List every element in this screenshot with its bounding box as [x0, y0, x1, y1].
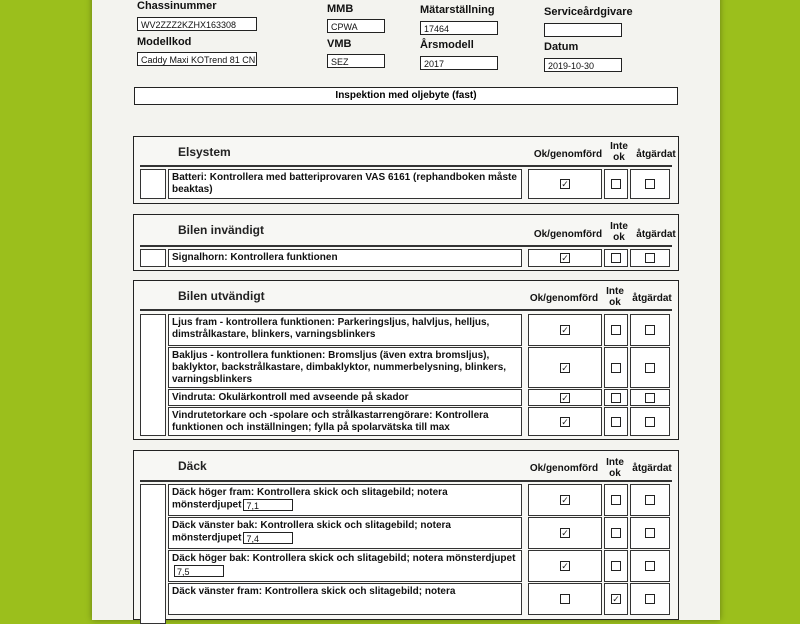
fixed-checkbox[interactable]	[645, 363, 655, 373]
date-label: Datum	[544, 41, 579, 53]
col-ok-header: Ok/genomförd	[533, 149, 603, 160]
ok-checkbox[interactable]: ✓	[561, 362, 569, 373]
table-row	[168, 583, 672, 615]
fixed-checkbox[interactable]	[645, 561, 655, 571]
ok-checkbox[interactable]: ✓	[561, 495, 569, 505]
ok-checkbox[interactable]: ✓	[561, 416, 569, 427]
section-title: Bilen utvändigt	[178, 289, 265, 303]
depth-field[interactable]: 7,5	[174, 565, 224, 577]
not-ok-checkbox[interactable]	[611, 179, 621, 189]
mmb-label: MMB	[327, 3, 354, 15]
table-row	[168, 517, 672, 549]
not-ok-checkbox[interactable]	[611, 325, 621, 335]
fixed-checkbox[interactable]	[645, 253, 655, 263]
year-label: Årsmodell	[420, 39, 474, 51]
ok-checkbox[interactable]: ✓	[561, 179, 569, 189]
odometer-label: Mätarställning	[420, 4, 495, 16]
not-ok-checkbox[interactable]	[611, 528, 621, 538]
table-row	[168, 169, 672, 199]
not-ok-checkbox[interactable]	[611, 417, 621, 427]
table-row	[168, 550, 672, 582]
ok-checkbox[interactable]: ✓	[561, 253, 569, 263]
ok-checkbox[interactable]: ✓	[561, 561, 569, 571]
ok-checkbox[interactable]	[560, 594, 570, 604]
model-label: Modellkod	[137, 36, 192, 48]
col-notok-header: Inte ok	[610, 141, 628, 163]
advisor-label: Serviceårdgivare	[544, 6, 633, 18]
vmb-field[interactable]: SEZ	[327, 54, 385, 68]
section-title: Bilen invändigt	[178, 223, 265, 237]
inspection-banner: Inspektion med oljebyte (fast)	[134, 87, 678, 105]
row-text: Däck vänster bak: Kontrollera skick och slitagebild; notera mönsterdjupet 7,4	[168, 517, 522, 549]
col-ok-header: Ok/genomförd	[529, 293, 599, 304]
row-text: Vindrutetorkare och -spolare och strålkastarrengörare: Kontrollera funktionen och inställningen; fylla på spolarvätska till max	[168, 407, 522, 436]
vmb-label: VMB	[327, 38, 352, 50]
fixed-checkbox[interactable]	[645, 417, 655, 427]
col-fixed-header: åtgärdat	[632, 463, 672, 474]
date-field[interactable]: 2019-10-30	[544, 58, 622, 72]
fixed-checkbox[interactable]	[645, 325, 655, 335]
section-bilen-invandigt	[133, 214, 679, 271]
ok-checkbox[interactable]: ✓	[561, 528, 569, 538]
odometer-field[interactable]: 17464	[420, 21, 498, 35]
fixed-checkbox[interactable]	[645, 495, 655, 505]
col-fixed-header: åtgärdat	[636, 149, 676, 160]
fixed-checkbox[interactable]	[645, 393, 655, 403]
row-text: Däck vänster fram: Kontrollera skick och slitagebild; notera	[168, 583, 522, 615]
mmb-field[interactable]: CPWA	[327, 19, 385, 33]
not-ok-checkbox[interactable]	[611, 495, 621, 505]
model-field[interactable]: Caddy Maxi KOTrend 81 CN	[137, 52, 257, 66]
ok-checkbox[interactable]: ✓	[561, 392, 569, 403]
section-elsystem	[133, 136, 679, 204]
table-row	[168, 347, 672, 388]
not-ok-checkbox[interactable]: ✓	[612, 594, 620, 604]
section-title: Elsystem	[178, 145, 231, 159]
fixed-checkbox[interactable]	[645, 528, 655, 538]
ok-checkbox[interactable]: ✓	[561, 325, 569, 335]
table-row	[168, 484, 672, 516]
table-row	[168, 314, 672, 346]
section-bilen-utvandigt	[133, 280, 679, 440]
not-ok-checkbox[interactable]	[611, 393, 621, 403]
year-field[interactable]: 2017	[420, 56, 498, 70]
not-ok-checkbox[interactable]	[611, 561, 621, 571]
depth-field[interactable]: 7,4	[243, 532, 293, 544]
col-ok-header: Ok/genomförd	[529, 463, 599, 474]
not-ok-checkbox[interactable]	[611, 253, 621, 263]
section-dack	[133, 450, 679, 620]
row-text: Däck höger bak: Kontrollera skick och slitagebild; notera mönsterdjupet7,5	[168, 550, 522, 582]
row-text: Däck höger fram: Kontrollera skick och slitagebild; notera mönsterdjupet 7,1	[168, 484, 522, 516]
col-notok-header: Inte ok	[606, 286, 624, 308]
col-notok-header: Inte ok	[610, 221, 628, 243]
col-notok-header: Inte ok	[606, 457, 624, 479]
depth-field[interactable]: 7,1	[243, 499, 293, 511]
table-row	[168, 249, 672, 267]
chassis-label: Chassinummer	[137, 0, 217, 12]
fixed-checkbox[interactable]	[645, 594, 655, 604]
col-fixed-header: åtgärdat	[636, 229, 676, 240]
chassis-field[interactable]: WV2ZZZ2KZHX163308	[137, 17, 257, 31]
row-text: Ljus fram - kontrollera funktionen: Parkeringsljus, halvljus, helljus, dimstrålkastare, blinkers, varningsblinkers	[168, 314, 522, 346]
col-ok-header: Ok/genomförd	[533, 229, 603, 240]
not-ok-checkbox[interactable]	[611, 363, 621, 373]
row-text: Signalhorn: Kontrollera funktionen	[168, 249, 522, 267]
row-text: Batteri: Kontrollera med batteriprovaren VAS 6161 (rephandboken måste beaktas)	[168, 169, 522, 199]
row-text: Vindruta: Okulärkontroll med avseende på skador	[168, 389, 522, 406]
fixed-checkbox[interactable]	[645, 179, 655, 189]
advisor-field[interactable]	[544, 23, 622, 37]
col-fixed-header: åtgärdat	[632, 293, 672, 304]
section-title: Däck	[178, 459, 207, 473]
table-row	[168, 389, 672, 406]
row-text: Bakljus - kontrollera funktionen: Bromsljus (även extra bromsljus), baklyktor, backstrålkastare, dimbaklyktor, nummerbelysning, blinkers, varningsblinkers	[168, 347, 522, 388]
table-row	[168, 407, 672, 436]
